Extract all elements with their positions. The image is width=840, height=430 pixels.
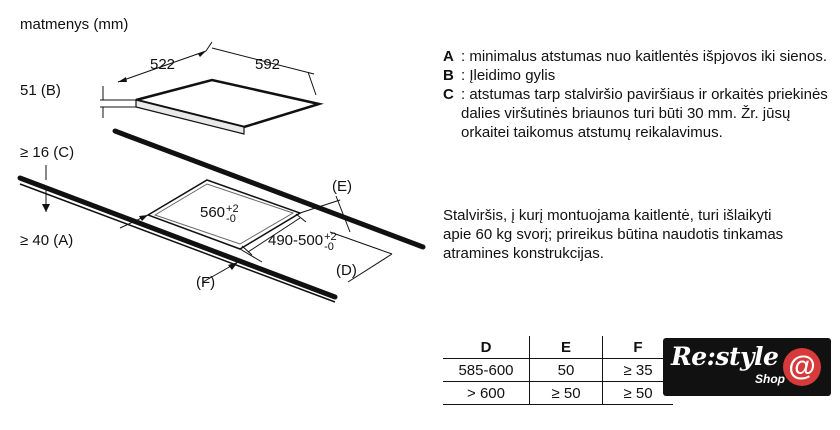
cutout-width-tol-minus: -0	[226, 213, 236, 225]
dimensions-table	[443, 336, 673, 405]
cutout-width-label	[200, 204, 239, 224]
table-cell: 50	[530, 359, 603, 382]
table-cell: 585-600	[443, 359, 530, 382]
cutout-depth-tol-minus: -0	[324, 241, 334, 253]
restyle-shop-logo	[663, 338, 831, 396]
hob-plate-side	[136, 100, 244, 134]
cutout-depth-value: 490-500	[268, 232, 324, 249]
table-cell: > 600	[443, 382, 530, 405]
legend-text: : minimalus atstumas nuo kaitlentės išpjovos iki sienos.	[461, 48, 827, 65]
hob-depth-label: 522	[150, 56, 176, 73]
logo-at-icon: @	[783, 348, 821, 386]
gap-c-label: ≥ 16 (C)	[20, 144, 75, 161]
label-f: (F)	[196, 274, 216, 291]
legend-text: : atstumas tarp stalviršio paviršiaus ir orkaitės priekinės dalies viršutinės briaunos turi būti 30 mm. Žr. jūsų orkaitei taikomus atstumų reikalavimus.	[461, 86, 828, 141]
table-header-row	[443, 336, 673, 359]
hob-thickness-label: 51 (B)	[20, 82, 61, 99]
legend-row-a	[443, 47, 833, 66]
legend-key: C	[443, 86, 454, 103]
logo-sub-text: Shop	[755, 372, 785, 386]
hob-plate	[136, 80, 319, 127]
worktop-note: Stalviršis, į kurį montuojama kaitlentė, turi išlaikyti apie 60 kg svorį; prireikus būtina naudotis tinkamas atramines konstrukcijas.	[443, 207, 784, 262]
table-cell: ≥ 50	[530, 382, 603, 405]
table-header: F	[603, 336, 674, 359]
logo-main-text: Re:style	[671, 342, 779, 371]
gap-a-label: ≥ 40 (A)	[20, 232, 74, 249]
table-cell: ≥ 50	[603, 382, 674, 405]
cutout-depth-label	[268, 232, 337, 252]
table-row	[443, 382, 673, 405]
hob-width-label: 592	[255, 56, 281, 73]
table-cell: ≥ 35	[603, 359, 674, 382]
legend-row-c	[443, 85, 833, 142]
label-d: (D)	[336, 262, 357, 279]
cutout-depth-tol-plus: +2	[324, 231, 337, 243]
legend	[443, 47, 833, 142]
label-e: (E)	[332, 178, 352, 195]
legend-key: A	[443, 48, 454, 65]
cutout-width-value: 560	[200, 204, 226, 221]
page-title: matmenys (mm)	[20, 16, 129, 33]
cutout-width-tol-plus: +2	[226, 203, 239, 215]
legend-text: : Įleidimo gylis	[461, 67, 556, 84]
table-header: D	[443, 336, 530, 359]
table-row	[443, 359, 673, 382]
legend-key: B	[443, 67, 454, 84]
table-header: E	[530, 336, 603, 359]
legend-row-b	[443, 66, 833, 85]
